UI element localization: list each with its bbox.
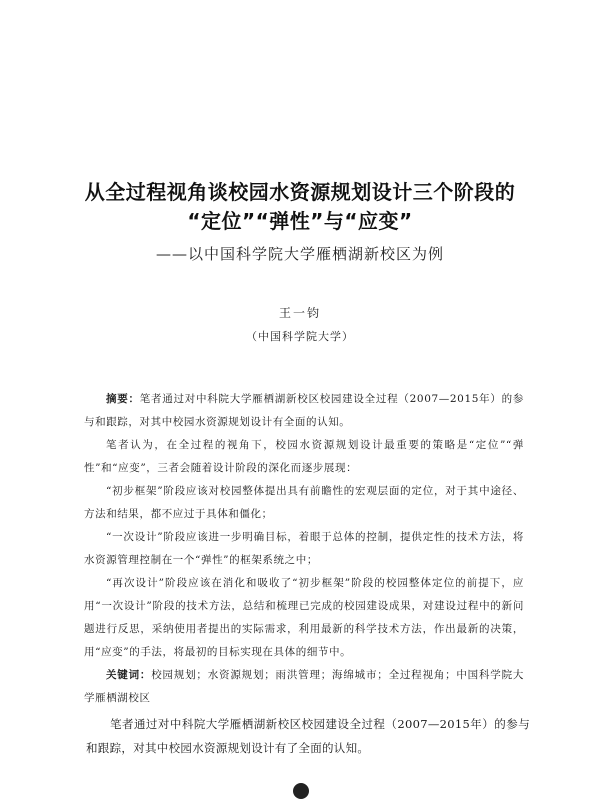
- abstract-paragraph-3: “初步框架”阶段应该对校园整体提出具有前瞻性的宏观层面的定位，对于其中途径、方法和结果，都不应过于具体和僵化；: [84, 485, 524, 520]
- keywords-paragraph: [84, 664, 524, 710]
- abstract-paragraph-5: “再次设计”阶段应该在消化和吸收了“初步框架”阶段的校园整体定位的前提下，应用“一次设计”阶段的技术方法，总结和梳理已完成的校园建设成果，对建设过程中的新问题进行反思，采纳使用者提出的实际需求，利用最新的科学技术方法，作出最新的决策，用“应变”的手法，将最初的目标实现在具体的细节中。: [84, 577, 524, 658]
- keywords-label: 关键词：: [106, 669, 152, 681]
- abstract-paragraph-1: [84, 388, 524, 434]
- abstract-paragraph-4: “一次设计”阶段应该进一步明确目标，着眼于总体的控制，提供定性的技术方法，将水资源管理控制在一个“弹性”的框架系统之中；: [84, 531, 524, 566]
- body-paragraph: 笔者通过对中科院大学雁栖湖新校区校园建设全过程（2007—2015年）的参与和跟踪，对其中校园水资源规划设计有了全面的认知。: [86, 717, 530, 755]
- author-affiliation: （中国科学院大学）: [246, 330, 354, 343]
- abstract-section: [84, 388, 524, 710]
- abstract-text-1: 笔者通过对中科院大学雁栖湖新校区校园建设全过程（2007—2015年）的参与和跟踪，对其中校园水资源规划设计有全面的认知。: [84, 393, 524, 428]
- title-line-2: “定位”“弹性”与“应变”: [187, 209, 413, 233]
- author-name: 王一钧: [278, 306, 321, 320]
- keywords-text: 校园规划；水资源规划；雨洪管理；海绵城市；全过程视角；中国科学院大学雁栖湖校区: [84, 669, 524, 704]
- page-marker-dot: [293, 783, 309, 799]
- subtitle: ——以中国科学院大学雁栖湖新校区为例: [155, 245, 444, 263]
- abstract-paragraph-2: 笔者认为，在全过程的视角下，校园水资源规划设计最重要的策略是“定位”“弹性”和“应变”，三者会随着设计阶段的深化而逐步展现：: [84, 439, 524, 474]
- abstract-label: 摘要：: [106, 393, 140, 405]
- title-line-1: 从全过程视角谈校园水资源规划设计三个阶段的: [84, 180, 516, 204]
